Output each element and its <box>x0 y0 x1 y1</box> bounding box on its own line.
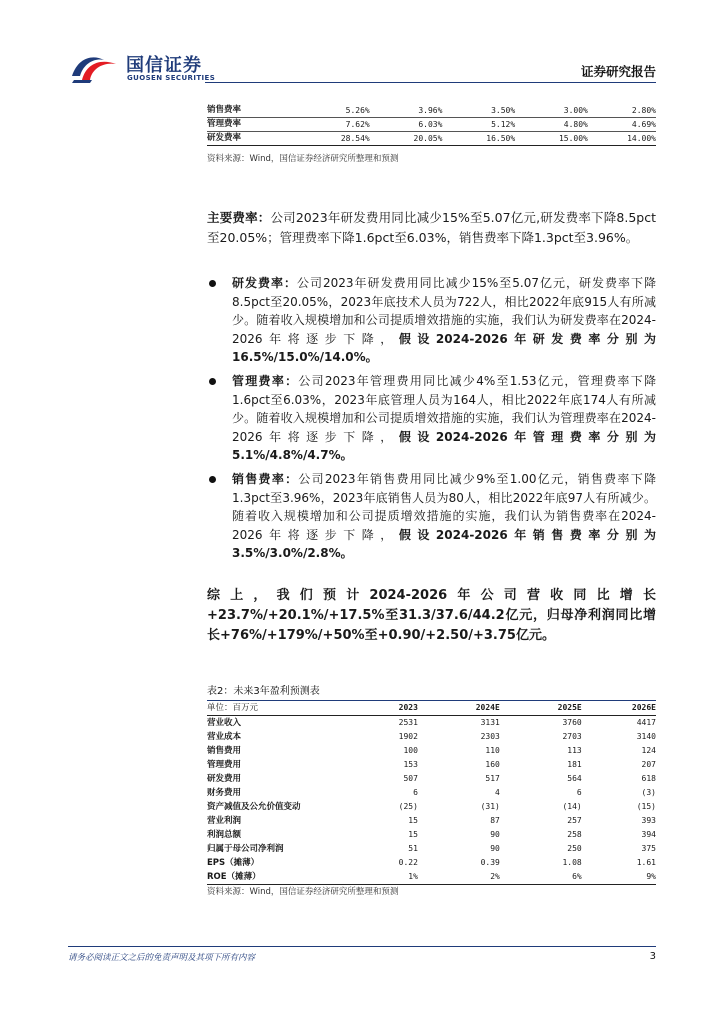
cell-value: 4 <box>495 788 500 797</box>
row-label: 利润总额 <box>207 830 242 840</box>
row-label: 财务费用 <box>207 788 242 798</box>
table-row <box>207 870 656 885</box>
bullet-lead: 销售费率： <box>232 472 299 486</box>
cell-value: 257 <box>567 816 582 825</box>
cell-value: 153 <box>403 760 418 769</box>
cell-value: 28.54% <box>303 132 376 146</box>
year-header: 2024E <box>424 701 506 716</box>
footer-divider <box>68 946 656 947</box>
table-row <box>207 856 656 870</box>
bullet-lead: 研发费率： <box>232 276 298 290</box>
cell-value: 6 <box>413 788 418 797</box>
table-row <box>207 814 656 828</box>
cell-value: 7.62% <box>303 118 376 132</box>
main-expense-paragraph <box>207 208 656 248</box>
table-row <box>207 104 656 118</box>
paragraph-lead: 主要费率： <box>207 210 271 225</box>
cell-value: 1902 <box>398 732 418 741</box>
cell-value: 6% <box>506 870 588 885</box>
bullet-dot-icon <box>209 280 216 287</box>
cell-value: 100 <box>403 746 418 755</box>
table-row <box>207 730 656 744</box>
table-row <box>207 744 656 758</box>
unit-label: 单位：百万元 <box>207 701 353 716</box>
report-type-label: 证券研究报告 <box>580 64 656 79</box>
cell-value: 618 <box>641 774 656 783</box>
cell-value: 110 <box>485 746 500 755</box>
cell-value: 15 <box>408 816 418 825</box>
cell-value: 90 <box>490 830 500 839</box>
cell-value: 6.03% <box>376 118 449 132</box>
cell-value: 14.00% <box>594 132 656 146</box>
cell-value: 375 <box>641 844 656 853</box>
cell-value: 3131 <box>480 718 500 727</box>
cell-value: 1.61 <box>636 858 656 867</box>
row-label: 管理费率 <box>207 118 303 132</box>
cell-value: (3) <box>641 788 656 797</box>
row-label: 资产减值及公允价值变动 <box>207 802 301 812</box>
cell-value: 3760 <box>562 718 582 727</box>
cell-value: 181 <box>567 760 582 769</box>
cell-value: 51 <box>408 844 418 853</box>
cell-value: 207 <box>641 760 656 769</box>
cell-value: 1.08 <box>562 858 582 867</box>
cell-value: 258 <box>567 830 582 839</box>
cell-value: (15) <box>636 802 656 811</box>
cell-value: 1% <box>353 870 424 885</box>
guosen-logo-mark-icon <box>70 52 120 84</box>
row-label: 研发费率 <box>207 132 303 146</box>
cell-value: 87 <box>490 816 500 825</box>
cell-value: 4.80% <box>521 118 594 132</box>
cell-value: 564 <box>567 774 582 783</box>
header-divider <box>205 82 656 83</box>
row-label: ROE（摊薄） <box>207 870 353 885</box>
row-label: 归属于母公司净利润 <box>207 844 284 854</box>
cell-value: (14) <box>562 802 582 811</box>
cell-value: 2.80% <box>594 104 656 118</box>
cell-value: 393 <box>641 816 656 825</box>
table-row <box>207 786 656 800</box>
cell-value: 507 <box>403 774 418 783</box>
conclusion-paragraph: 综上，我们预计2024-2026年公司营收同比增长+23.7%/+20.1%/+17.5%至31.3/37.6/44.2亿元，归母净利润同比增长+76%/+179%/+50%至+0.90/+2.50/+3.75亿元。 <box>207 588 656 643</box>
cell-value: 3.00% <box>521 104 594 118</box>
cell-value: 2% <box>424 870 506 885</box>
cell-value: 250 <box>567 844 582 853</box>
cell-value: 124 <box>641 746 656 755</box>
cell-value: 5.26% <box>303 104 376 118</box>
table-row <box>207 828 656 842</box>
footer-disclaimer: 请务必阅读正文之后的免责声明及其项下所有内容 <box>68 953 256 963</box>
cell-value: 517 <box>485 774 500 783</box>
bullet-sales-expense <box>207 470 656 563</box>
table-row <box>207 716 656 731</box>
row-label: 研发费用 <box>207 774 242 784</box>
cell-value: 9% <box>588 870 656 885</box>
table-row <box>207 772 656 786</box>
forecast-table <box>207 700 656 885</box>
row-label: 营业成本 <box>207 732 242 742</box>
logo-chinese-name: 国信证券 <box>126 55 202 76</box>
bullet-admin-expense <box>207 372 656 465</box>
table-row <box>207 118 656 132</box>
bullet-assumption: 假设2024-2026年研发费率分别为16.5%/15.0%/14.0%。 <box>232 331 656 364</box>
cell-value: 160 <box>485 760 500 769</box>
row-label: 销售费用 <box>207 746 242 756</box>
row-label: 销售费率 <box>207 104 303 118</box>
cell-value: 3.50% <box>448 104 521 118</box>
cell-value: 2303 <box>480 732 500 741</box>
cell-value: 4417 <box>636 718 656 727</box>
expense-ratio-table <box>207 104 656 146</box>
table-source-note: 资料来源：Wind，国信证券经济研究所整理和预测 <box>207 887 399 897</box>
year-header: 2023 <box>353 701 424 716</box>
page-header <box>0 0 724 90</box>
page-number: 3 <box>649 951 656 962</box>
cell-value: 6 <box>576 788 582 797</box>
row-label: 营业收入 <box>207 718 242 728</box>
cell-value: (25) <box>398 802 418 811</box>
paragraph-text: 公司2023年研发费用同比减少15%至5.07亿元,研发费率下降8.5pct至20.05%；管理费率下降1.6pct至6.03%，销售费率下降1.3pct至3.96%。 <box>207 210 656 245</box>
cell-value: 20.05% <box>376 132 449 146</box>
logo-english-name: GUOSEN SECURITIES <box>127 74 216 82</box>
cell-value: 113 <box>567 746 582 755</box>
cell-value: 0.22 <box>398 858 418 867</box>
bullet-dot-icon <box>209 476 216 483</box>
cell-value: 3.96% <box>376 104 449 118</box>
table-row <box>207 132 656 146</box>
row-label: 管理费用 <box>207 760 242 770</box>
bullet-rd-expense <box>207 274 656 367</box>
table-source-note: 资料来源：Wind，国信证券经济研究所整理和预测 <box>207 154 399 164</box>
cell-value: 4.69% <box>594 118 656 132</box>
cell-value: (31) <box>480 802 500 811</box>
year-header: 2026E <box>588 701 656 716</box>
cell-value: 394 <box>641 830 656 839</box>
bullet-lead: 管理费率： <box>232 374 299 388</box>
cell-value: 5.12% <box>448 118 521 132</box>
cell-value: 2531 <box>398 718 418 727</box>
cell-value: 3140 <box>636 732 656 741</box>
bullet-assumption: 假设2024-2026年管理费率分别为5.1%/4.8%/4.7%。 <box>232 429 656 462</box>
table-row <box>207 800 656 814</box>
bullet-text: 公司2023年研发费用同比减少15%至5.07亿元，研发费率下降8.5pct至20.05%，2023年底技术人员为722人，相比2022年底915人有所减少。随着收入规模增加和公司提质增效措施的实施，我们认为研发费率在2024-2026年将逐步下降， <box>232 276 656 346</box>
bullet-assumption: 假设2024-2026年销售费率分别为3.5%/3.0%/2.8%。 <box>232 527 656 560</box>
cell-value: 0.39 <box>480 858 500 867</box>
table-header-row <box>207 701 656 716</box>
row-label: EPS（摊薄） <box>207 858 260 868</box>
cell-value: 90 <box>490 844 500 853</box>
table-row <box>207 758 656 772</box>
cell-value: 15 <box>408 830 418 839</box>
table-caption: 表2：未来3年盈利预测表 <box>207 686 320 697</box>
bullet-text: 公司2023年管理费用同比减少4%至1.53亿元，管理费率下降1.6pct至6.03%，2023年底管理人员为164人，相比2022年底174人有所减少。随着收入规模增加和公司提质增效措施的实施，我们认为管理费率在2024-2026年将逐步下降， <box>232 374 656 444</box>
bullet-dot-icon <box>209 378 216 385</box>
cell-value: 15.00% <box>521 132 594 146</box>
bullet-text: 公司2023年销售费用同比减少9%至1.00亿元，销售费率下降1.3pct至3.96%，2023年底销售人员为80人，相比2022年底97人有所减少。随着收入规模增加和公司提质增效措施的实施，我们认为销售费率在2024-2026年将逐步下降， <box>232 472 656 542</box>
cell-value: 2703 <box>562 732 582 741</box>
year-header: 2025E <box>506 701 588 716</box>
row-label: 营业利润 <box>207 816 242 826</box>
table-row <box>207 842 656 856</box>
cell-value: 16.50% <box>448 132 521 146</box>
